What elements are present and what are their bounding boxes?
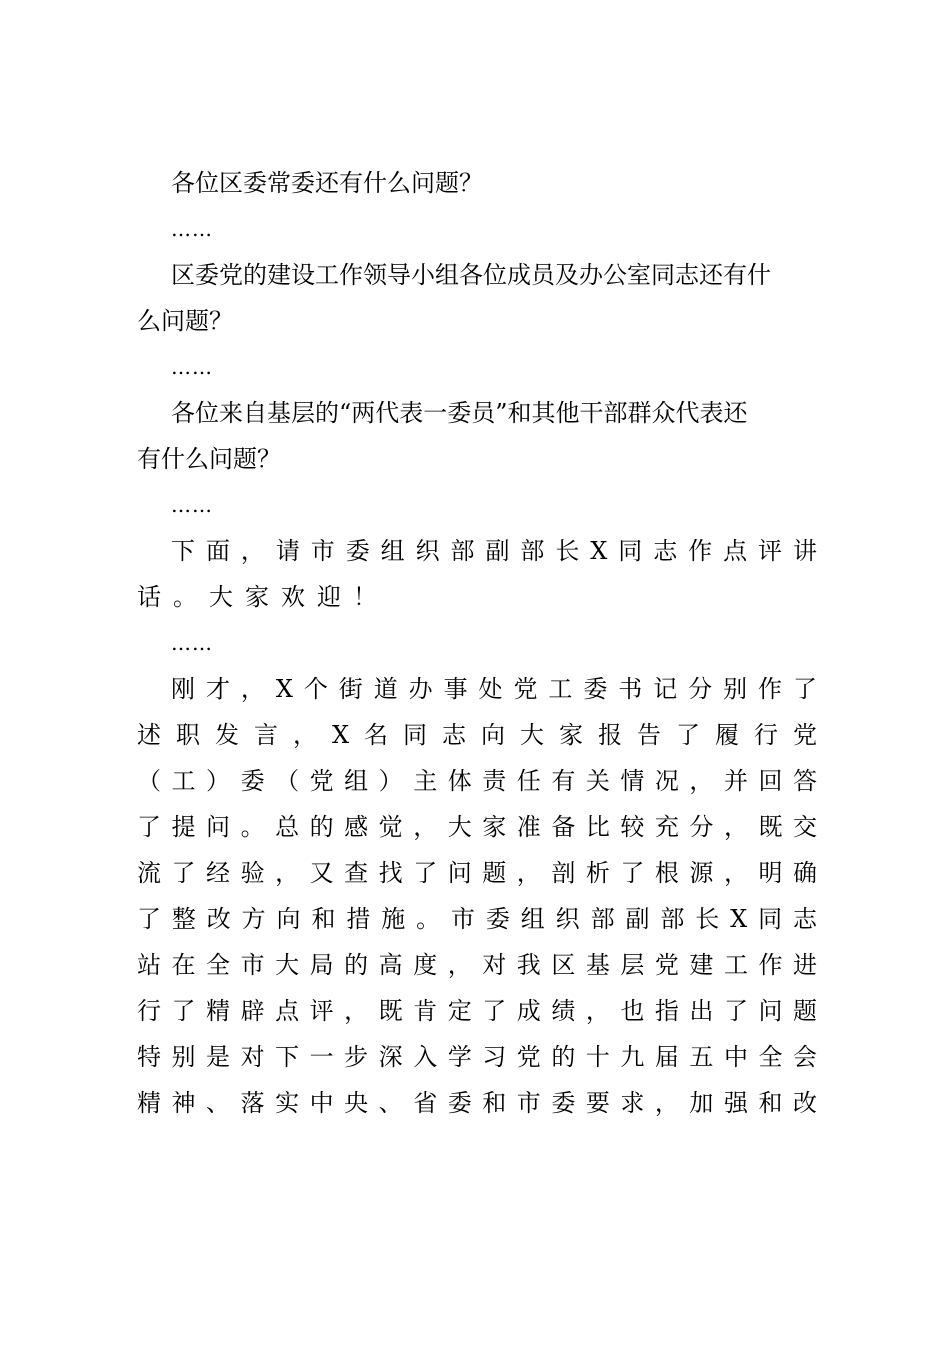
document-body: [137, 160, 817, 1126]
ellipsis-line: ……: [171, 355, 213, 379]
paragraph-line: 各位来自基层的“两代表一委员”和其他干部群众代表还: [171, 399, 748, 427]
paragraph-line: 精神、落实中央、省委和市委要求，加强和改: [137, 1089, 817, 1117]
paragraph-line: 有什么问题？: [137, 445, 281, 473]
paragraph-line: 各位区委常委还有什么问题？: [171, 169, 483, 197]
paragraph-line: 了提问。总的感觉，大家准备比较充分，既交: [137, 813, 817, 841]
paragraph-line: 行了精辟点评，既肯定了成绩，也指出了问题: [137, 997, 817, 1025]
paragraph-line: 述职发言，X名同志向大家报告了履行党: [137, 721, 817, 749]
paragraph-line: 站在全市大局的高度，对我区基层党建工作进: [137, 951, 817, 979]
paragraph-line: 特别是对下一步深入学习党的十九届五中全会: [137, 1043, 817, 1071]
paragraph-line: 了整改方向和措施。市委组织部副部长X同志: [137, 905, 817, 933]
paragraph-line: 区委党的建设工作领导小组各位成员及办公室同志还有什: [171, 261, 771, 289]
paragraph-line: （工）委（党组）主体责任有关情况，并回答: [137, 767, 817, 795]
ellipsis-line: ……: [171, 493, 213, 517]
paragraph-line: 下面，请市委组织部副部长X同志作点评讲: [171, 537, 817, 565]
paragraph-line: 流了经验，又查找了问题，剖析了根源，明确: [137, 859, 817, 887]
paragraph-line: 么问题？: [137, 307, 233, 335]
ellipsis-line: ……: [171, 217, 213, 241]
paragraph-line: 话。大家欢迎！: [137, 583, 389, 611]
ellipsis-line: ……: [171, 631, 213, 655]
paragraph-line: 刚才，X个街道办事处党工委书记分别作了: [171, 675, 817, 703]
